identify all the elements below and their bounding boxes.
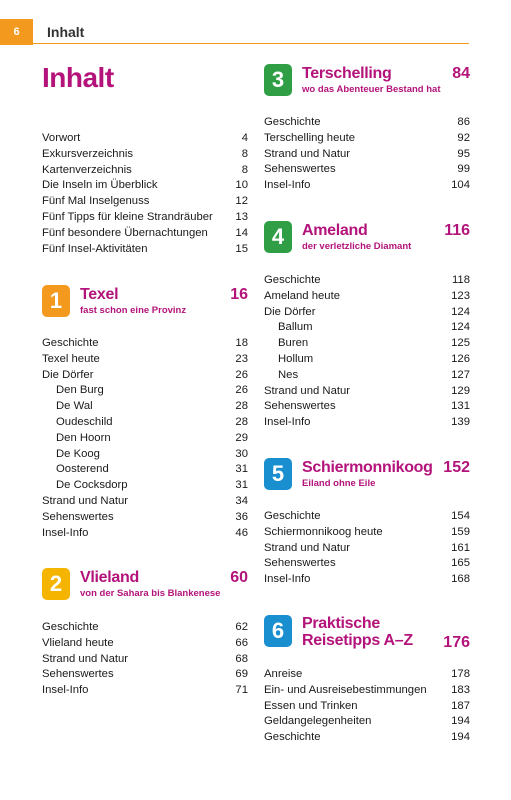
toc-subentry[interactable]: Nes 127 xyxy=(278,368,470,381)
toc-entry[interactable]: Fünf Insel-Aktivitäten 15 xyxy=(42,242,248,255)
toc-entry[interactable]: Kartenverzeichnis 8 xyxy=(42,163,248,176)
toc-entry[interactable]: Geschichte 86 xyxy=(264,116,470,128)
chapter-page: 60 xyxy=(230,569,248,586)
chapter-title-line-1: Praktische xyxy=(302,615,380,632)
toc-entry[interactable]: Anreise 178 xyxy=(264,668,470,680)
chapter-page: 84 xyxy=(452,65,470,82)
toc-entry[interactable]: Geschichte 118 xyxy=(264,274,470,286)
chapter-subtitle: von der Sahara bis Blankenese xyxy=(80,588,221,599)
toc-entry[interactable]: Geldangelegenheiten 194 xyxy=(264,715,470,728)
chapter-number-badge: 4 xyxy=(264,221,292,253)
chapter-number-badge: 5 xyxy=(264,458,292,490)
toc-entry[interactable]: Geschichte 194 xyxy=(264,731,470,744)
chapter-entries-texel xyxy=(42,336,248,541)
toc-subentry[interactable]: De Cocksdorp 31 xyxy=(56,479,248,492)
toc-entry[interactable]: Strand und Natur 68 xyxy=(42,652,248,665)
toc-entry[interactable]: Schiermonnikoog heute 159 xyxy=(264,525,470,538)
running-header-title: Inhalt xyxy=(47,24,85,40)
chapter-heading-reisetipps[interactable] xyxy=(264,615,470,659)
chapter-title: Schiermonnikoog xyxy=(302,459,433,476)
toc-entry[interactable]: Ein- und Ausreisebestimmungen 183 xyxy=(264,683,470,696)
chapter-entries-schiermonnikoog xyxy=(264,509,470,588)
chapter-entries-vlieland xyxy=(42,620,248,699)
toc-subentry[interactable]: Oosterend 31 xyxy=(56,463,248,476)
chapter-title: Terschelling xyxy=(302,65,392,82)
toc-entry[interactable]: Terschelling heute 92 xyxy=(264,131,470,144)
header-rule xyxy=(33,43,469,44)
toc-entry[interactable]: Strand und Natur 95 xyxy=(264,147,470,160)
chapter-subtitle: der verletzliche Diamant xyxy=(302,241,412,252)
toc-entry[interactable]: Strand und Natur 129 xyxy=(264,384,470,397)
chapter-heading-ameland[interactable] xyxy=(264,221,470,261)
chapter-page: 116 xyxy=(444,222,470,239)
chapter-title xyxy=(302,615,413,649)
intro-section xyxy=(42,131,248,257)
chapter-page: 176 xyxy=(443,634,470,651)
toc-subentry[interactable]: Den Hoorn 29 xyxy=(56,431,248,444)
toc-entry[interactable]: Insel-Info 168 xyxy=(264,573,470,586)
toc-entry[interactable]: Fünf Mal Inselgenuss 12 xyxy=(42,195,248,208)
chapter-title: Texel xyxy=(80,286,119,303)
page-title: Inhalt xyxy=(42,62,114,93)
chapter-title: Vlieland xyxy=(80,569,139,586)
toc-subentry[interactable]: Buren 125 xyxy=(278,337,470,350)
chapter-heading-schiermonnikoog[interactable] xyxy=(264,458,470,498)
chapter-entries-reisetipps xyxy=(264,667,470,746)
chapter-subtitle: wo das Abenteuer Bestand hat xyxy=(302,84,441,95)
toc-subentry[interactable]: De Wal 28 xyxy=(56,400,248,413)
toc-entry[interactable]: Geschichte 62 xyxy=(42,621,248,633)
chapter-number-badge: 1 xyxy=(42,285,70,317)
toc-entry[interactable]: Fünf Tipps für kleine Strandräuber 13 xyxy=(42,210,248,223)
toc-subentry[interactable]: Hollum 126 xyxy=(278,352,470,365)
toc-entry[interactable]: Strand und Natur 161 xyxy=(264,541,470,554)
chapter-number-badge: 2 xyxy=(42,568,70,600)
toc-entry[interactable]: Sehenswertes 36 xyxy=(42,510,248,523)
toc-entry[interactable]: Geschichte 18 xyxy=(42,337,248,349)
toc-entry[interactable]: Texel heute 23 xyxy=(42,352,248,365)
chapter-page: 16 xyxy=(230,286,248,303)
toc-entry[interactable]: Insel-Info 46 xyxy=(42,526,248,539)
chapter-heading-vlieland[interactable] xyxy=(42,568,248,608)
toc-entry[interactable]: Die Inseln im Überblick 10 xyxy=(42,179,248,192)
toc-entry[interactable]: Die Dörfer 26 xyxy=(42,368,248,381)
toc-subentry[interactable]: Oudeschild 28 xyxy=(56,415,248,428)
toc-entry[interactable]: Vlieland heute 66 xyxy=(42,636,248,649)
toc-entry[interactable]: Essen und Trinken 187 xyxy=(264,699,470,712)
toc-entry[interactable]: Insel-Info 139 xyxy=(264,416,470,429)
toc-subentry[interactable]: De Koog 30 xyxy=(56,447,248,460)
chapter-number-badge: 6 xyxy=(264,615,292,647)
toc-subentry[interactable]: Ballum 124 xyxy=(278,321,470,334)
chapter-entries-terschelling xyxy=(264,115,470,194)
toc-entry[interactable]: Insel-Info 104 xyxy=(264,179,470,192)
toc-entry[interactable]: Insel-Info 71 xyxy=(42,684,248,697)
toc-entry[interactable]: Fünf besondere Übernachtungen 14 xyxy=(42,226,248,239)
chapter-title-line-2: Reisetipps A–Z xyxy=(302,632,413,649)
toc-entry[interactable]: Exkursverzeichnis 8 xyxy=(42,147,248,160)
chapter-entries-ameland xyxy=(264,273,470,431)
chapter-title: Ameland xyxy=(302,222,368,239)
toc-entry[interactable]: Strand und Natur 34 xyxy=(42,494,248,507)
chapter-number-badge: 3 xyxy=(264,64,292,96)
toc-entry[interactable]: Sehenswertes 69 xyxy=(42,668,248,681)
toc-entry[interactable]: Die Dörfer 124 xyxy=(264,305,470,318)
toc-entry[interactable]: Sehenswertes 99 xyxy=(264,163,470,176)
chapter-page: 152 xyxy=(443,459,470,476)
toc-subentry[interactable]: Den Burg 26 xyxy=(56,384,248,397)
chapter-heading-terschelling[interactable] xyxy=(264,64,470,104)
chapter-heading-texel[interactable] xyxy=(42,285,248,325)
toc-entry[interactable]: Geschichte 154 xyxy=(264,510,470,522)
toc-entry[interactable]: Sehenswertes 165 xyxy=(264,557,470,570)
toc-entry[interactable]: Sehenswertes 131 xyxy=(264,400,470,413)
toc-entry[interactable]: Ameland heute 123 xyxy=(264,289,470,302)
toc-entry[interactable]: Vorwort 4 xyxy=(42,132,248,144)
page-number: 6 xyxy=(0,19,33,45)
chapter-subtitle: Eiland ohne Eile xyxy=(302,478,376,489)
chapter-subtitle: fast schon eine Provinz xyxy=(80,305,187,316)
